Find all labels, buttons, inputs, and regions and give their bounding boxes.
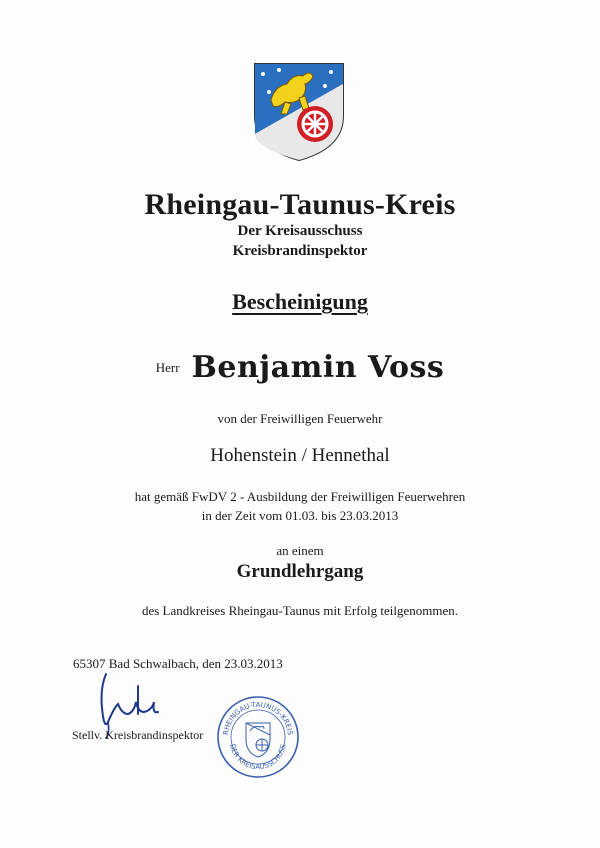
- recipient-row: [0, 350, 600, 385]
- official-stamp-icon: [216, 695, 300, 779]
- place-date: 65307 Bad Schwalbach, den 23.03.2013: [73, 656, 283, 671]
- course-name: Grundlehrgang: [236, 561, 364, 582]
- coat-of-arms-icon: [249, 56, 349, 162]
- stamp-bottom-text: DER KREISAUSSCHUSS: [228, 743, 288, 772]
- fire-brigade-line: von der Freiwilligen Feuerwehr: [217, 411, 383, 426]
- salutation: Herr: [155, 359, 180, 375]
- completion-line: des Landkreises Rheingau-Taunus mit Erfolg teilgenommen.: [141, 603, 459, 618]
- certificate-heading: Bescheinigung: [232, 289, 368, 314]
- period-line: in der Zeit vom 01.03. bis 23.03.2013: [201, 508, 399, 523]
- regulation-line: hat gemäß FwDV 2 - Ausbildung der Freiwilligen Feuerwehren: [134, 489, 466, 504]
- course-intro: an einem: [276, 543, 324, 558]
- stamp-top-text: RHEINGAU-TAUNUS-KREIS: [222, 700, 294, 736]
- issuer-title: Rheingau-Taunus-Kreis: [144, 188, 456, 221]
- brigade-location: Hohenstein / Hennethal: [210, 445, 390, 466]
- recipient-name: Benjamin Voss: [191, 350, 445, 385]
- issuer-department: Kreisbrandinspektor: [232, 243, 368, 259]
- issuer-subtitle: Der Kreisausschuss: [237, 223, 363, 239]
- signer-title: Stellv. Kreisbrandinspektor: [72, 728, 204, 742]
